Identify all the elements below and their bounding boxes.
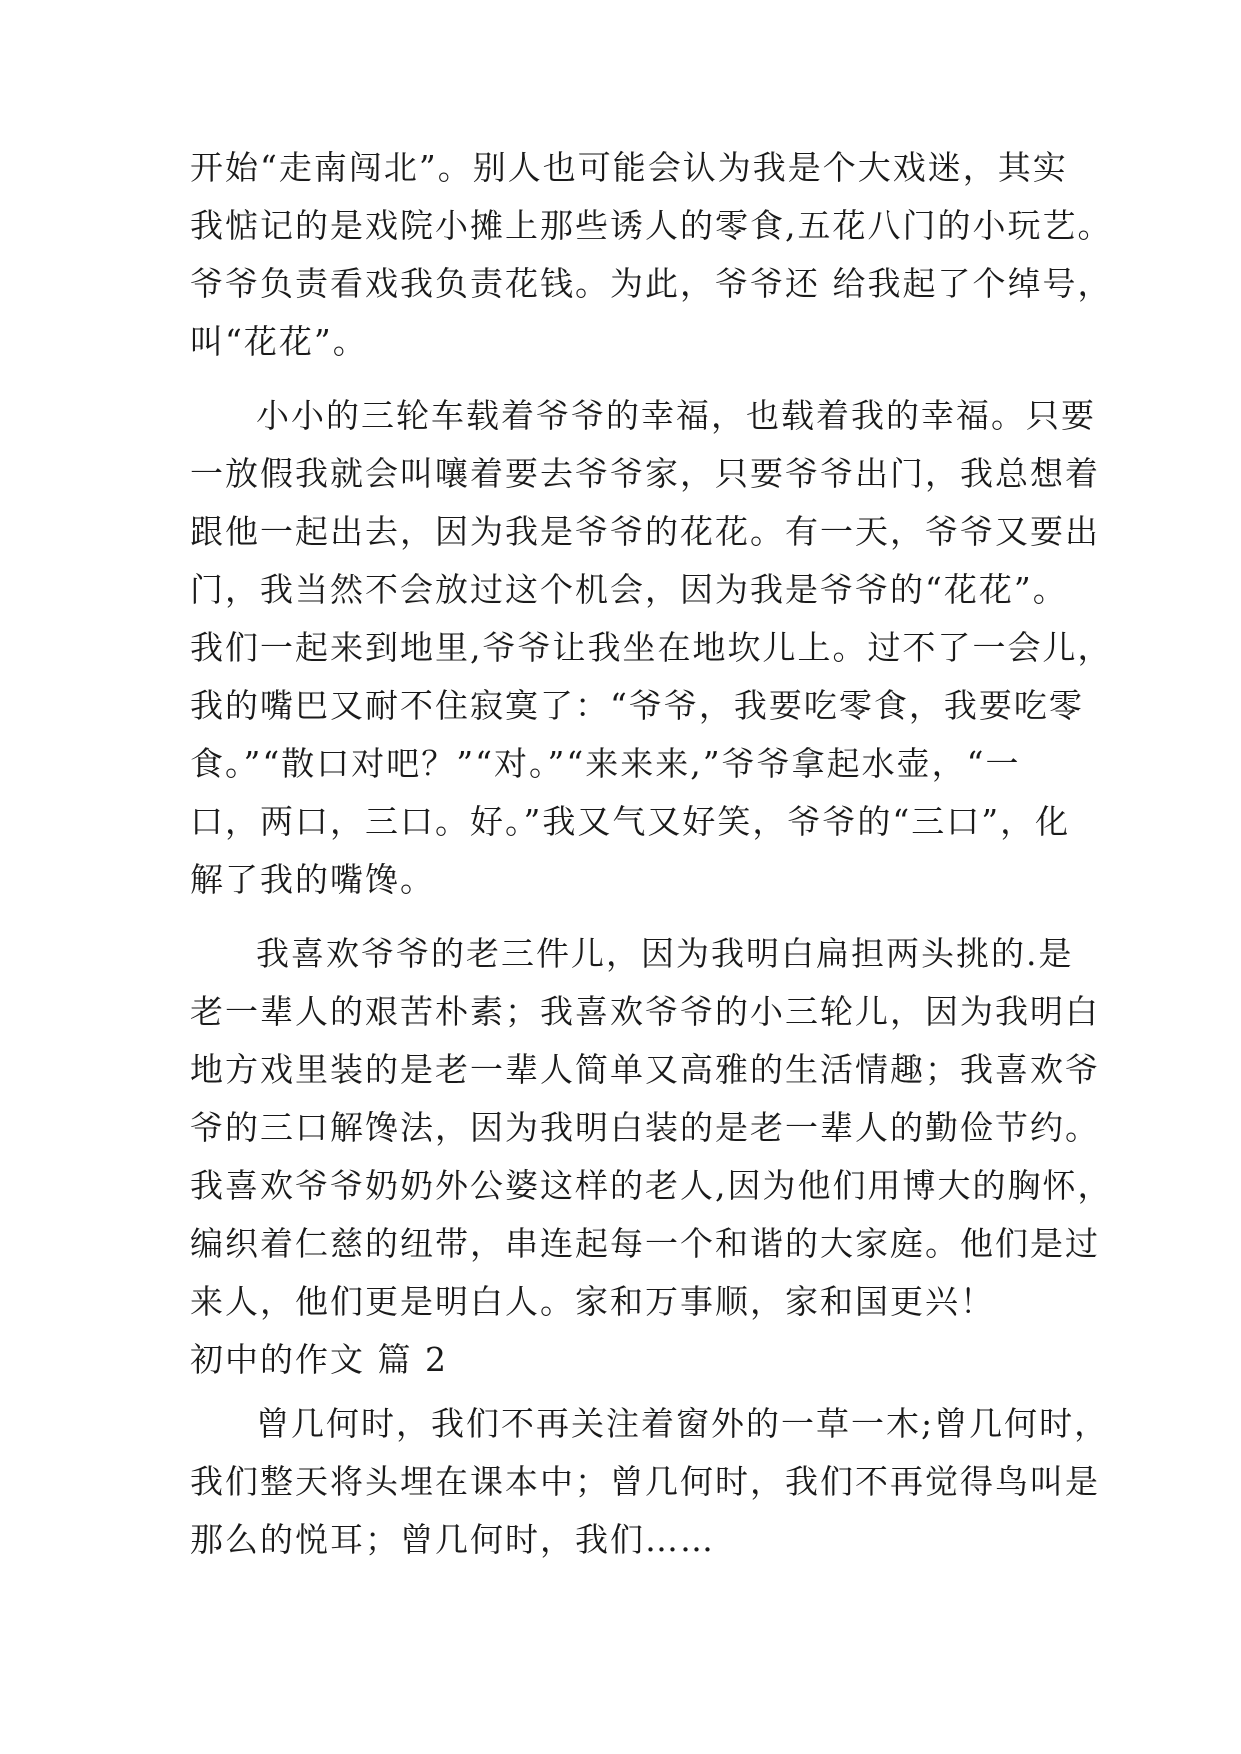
text-line: 我的嘴巴又耐不住寂寞了：“爷爷，我要吃零食，我要吃零 [190, 686, 1084, 725]
text-line: 一放假我就会叫嚷着要去爷爷家，只要爷爷出门，我总想着 [190, 454, 1100, 493]
text-line: 我们一起来到地里,爷爷让我坐在地坎儿上。过不了一会儿， [190, 628, 1113, 667]
text-line: 口，两口，三口。好。”我又气又好笑，爷爷的“三口”，化 [190, 802, 1071, 841]
text-line: 我惦记的是戏院小摊上那些诱人的零食,五花八门的小玩艺。 [190, 206, 1113, 245]
text-line: 解了我的嘴馋。 [190, 860, 435, 899]
text-line: 地方戏里装的是老一辈人简单又高雅的生活情趣；我喜欢爷 [190, 1050, 1100, 1089]
paragraph-start-line: 曾几何时，我们不再关注着窗外的一草一木;曾几何时， [256, 1404, 1110, 1443]
section-heading: 初中的作文 篇 2 [190, 1340, 448, 1379]
text-line: 那么的悦耳；曾几何时，我们…… [190, 1520, 715, 1559]
text-line: 爷爷负责看戏我负责花钱。为此，爷爷还 给我起了个绰号， [190, 264, 1113, 303]
text-line: 我喜欢爷爷奶奶外公婆这样的老人,因为他们用博大的胸怀， [190, 1166, 1113, 1205]
text-line: 来人，他们更是明白人。家和万事顺，家和国更兴！ [190, 1282, 995, 1321]
text-line: 叫“花花”。 [190, 322, 368, 361]
paragraph-start-line: 我喜欢爷爷的老三件儿，因为我明白扁担两头挑的.是 [256, 934, 1074, 973]
text-line: 开始“走南闯北”。别人也可能会认为我是个大戏迷，其实 [190, 148, 1068, 187]
text-line: 老一辈人的艰苦朴素；我喜欢爷爷的小三轮儿，因为我明白 [190, 992, 1100, 1031]
text-line: 爷的三口解馋法，因为我明白装的是老一辈人的勤俭节约。 [190, 1108, 1100, 1147]
text-line: 跟他一起出去，因为我是爷爷的花花。有一天，爷爷又要出 [190, 512, 1100, 551]
paragraph-start-line: 小小的三轮车载着爷爷的幸福，也载着我的幸福。只要 [256, 396, 1096, 435]
text-line: 食。”“散口对吧？”“对。”“来来来,”爷爷拿起水壶，“一 [190, 744, 1021, 783]
text-line: 门，我当然不会放过这个机会，因为我是爷爷的“花花”。 [190, 570, 1068, 609]
text-line: 我们整天将头埋在课本中；曾几何时，我们不再觉得鸟叫是 [190, 1462, 1100, 1501]
text-line: 编织着仁慈的纽带，串连起每一个和谐的大家庭。他们是过 [190, 1224, 1100, 1263]
